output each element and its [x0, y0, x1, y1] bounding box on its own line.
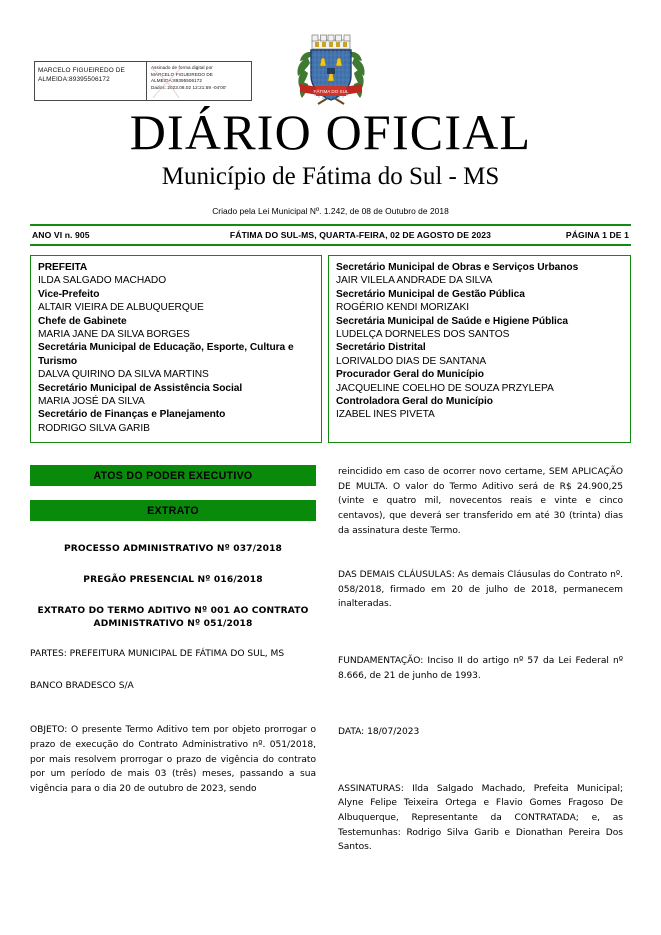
heading-extrato-termo: EXTRATO DO TERMO ADITIVO Nº 001 AO CONTRATO ADMINISTRATIVO Nº 051/2018 [37, 606, 309, 630]
official-name: ILDA SALGADO MACHADO [38, 275, 167, 287]
official-name: RODRIGO SILVA GARIB [38, 422, 150, 434]
content-column-left [30, 465, 316, 855]
signature-detail-line-2: MARCELO FIGUEIREDO DE [151, 71, 213, 77]
signature-detail-line-1: Assinado de forma digital por [151, 65, 213, 70]
signature-swoosh-icon [149, 66, 189, 100]
official-role: Secretário Municipal de Gestão Pública [336, 288, 525, 300]
issue-number: ANO VI n. 905 [32, 230, 90, 240]
paragraph-objeto: OBJETO: O presente Termo Aditivo tem por objeto prorrogar o prazo de execução do Contrato Administrativo nº. 051/2018, por mais resolvem prorrogar o prazo de vigência do contrato por um período de mais 03 (três) meses, passando a sua vigência para o dia 20 de outubro de 2023, sendo [30, 725, 316, 794]
official-role: Vice-Prefeito [38, 288, 100, 300]
official-role: Secretária Municipal de Educação, Esporte, Cultura e Turismo [38, 342, 294, 367]
official-name: MARIA JOSÉ DA SILVA [38, 396, 145, 408]
official-role: Secretária Municipal de Saúde e Higiene Pública [336, 315, 569, 327]
signature-name: MARCELO FIGUEIREDO DE ALMEIDA:89395506172 [35, 62, 147, 100]
officials-section [30, 255, 631, 443]
official-role: Secretário Municipal de Obras e Serviços Urbanos [336, 262, 579, 273]
official-name: JACQUELINE COELHO DE SOUZA PRZYLEPA [336, 382, 554, 394]
masthead-subtitle: Município de Fátima do Sul - MS [161, 163, 500, 190]
content-column-right [338, 465, 623, 855]
page-number: PÁGINA 1 DE 1 [565, 230, 629, 240]
official-name: ALTAIR VIEIRA DE ALBUQUERQUE [38, 302, 204, 314]
issue-place-date: FÁTIMA DO SUL-MS, QUARTA-FEIRA, 02 DE AGOSTO DE 2023 [229, 230, 492, 240]
masthead [30, 104, 631, 193]
official-name: ROGÉRIO KENDI MORIZAKI [336, 302, 470, 314]
official-name: MARIA JANE DA SILVA BORGES [38, 329, 190, 341]
official-role: PREFEITA [38, 262, 88, 273]
main-content [30, 465, 631, 855]
coat-of-arms-icon [294, 30, 368, 112]
officials-column-left [30, 255, 322, 443]
issue-info-bar [30, 224, 631, 246]
paragraph-partes: PARTES: PREFEITURA MUNICIPAL DE FÁTIMA DO SUL, MS [30, 649, 285, 660]
paragraph-objeto-continuation: reincidido em caso de ocorrer novo certame, SEM APLICAÇÃO DE MULTA. O valor do Termo Aditivo será de R$ 24.900,25 (vinte e quatro mil, novecentos reais e vinte e cinco centavos), que deverá ser transferido em até 30 (trinta) dias da assinatura deste Termo. [338, 467, 623, 536]
official-name: LORIVALDO DIAS DE SANTANA [336, 355, 487, 367]
officials-column-right [328, 255, 631, 443]
heading-pregao: PREGÃO PRESENCIAL Nº 016/2018 [83, 575, 263, 586]
signature-details [147, 62, 251, 100]
paragraph-banco: BANCO BRADESCO S/A [30, 680, 134, 691]
section-banner-atos: ATOS DO PODER EXECUTIVO [30, 465, 316, 486]
page-title: DIÁRIO OFICIAL [129, 104, 532, 160]
paragraph-demais-clausulas: DAS DEMAIS CLÁUSULAS: As demais Cláusulas do Contrato nº. 058/2018, firmado em 20 de julho de 2018, permanecem inalteradas. [338, 570, 623, 610]
paragraph-fundamentacao: FUNDAMENTAÇÃO: Inciso II do artigo nº 57 da Lei Federal nº 8.666, de 21 de junho de 1993. [338, 656, 623, 681]
signature-detail-line-3: ALMEIDA:89395506172 [151, 78, 203, 84]
official-role: Controladora Geral do Município [336, 396, 493, 408]
official-name: DALVA QUIRINO DA SILVA MARTINS [38, 369, 209, 381]
official-role: Secretário Municipal de Assistência Social [38, 382, 243, 394]
document-header [30, 0, 631, 102]
official-role: Secretário de Finanças e Planejamento [38, 409, 226, 421]
creation-law-line: Criado pela Lei Municipal Nº. 1.242, de 08 de Outubro de 2018 [212, 206, 449, 216]
section-banner-extrato: EXTRATO [30, 500, 316, 521]
official-name: JAIR VILELA ANDRADE DA SILVA [336, 275, 493, 287]
official-role: Chefe de Gabinete [38, 315, 127, 327]
digital-signature-box [34, 61, 252, 101]
heading-processo: PROCESSO ADMINISTRATIVO Nº 037/2018 [63, 544, 283, 555]
signature-detail-line-4: Dados: 2023.08.02 12:21:59 -04'00' [151, 84, 227, 90]
official-name: LUDELÇA DORNELES DOS SANTOS [336, 329, 510, 341]
official-role: Secretário Distrital [336, 342, 426, 354]
official-role: Procurador Geral do Município [336, 369, 484, 381]
paragraph-assinaturas: ASSINATURAS: Ilda Salgado Machado, Prefeita Municipal; Alyne Felipe Teixeira Ortega e Flavio Gomes Fragoso De Albuquerque, Representante da CONTRATADA; e, as Testemunhas: Rodrigo Silva Garib e Dionathan Pereira Dos Santos. [338, 783, 623, 853]
svg-text:FÁTIMA DO SUL: FÁTIMA DO SUL [313, 89, 348, 94]
official-name: IZABEL INES PIVETA [336, 409, 435, 421]
paragraph-data: DATA: 18/07/2023 [338, 727, 420, 738]
